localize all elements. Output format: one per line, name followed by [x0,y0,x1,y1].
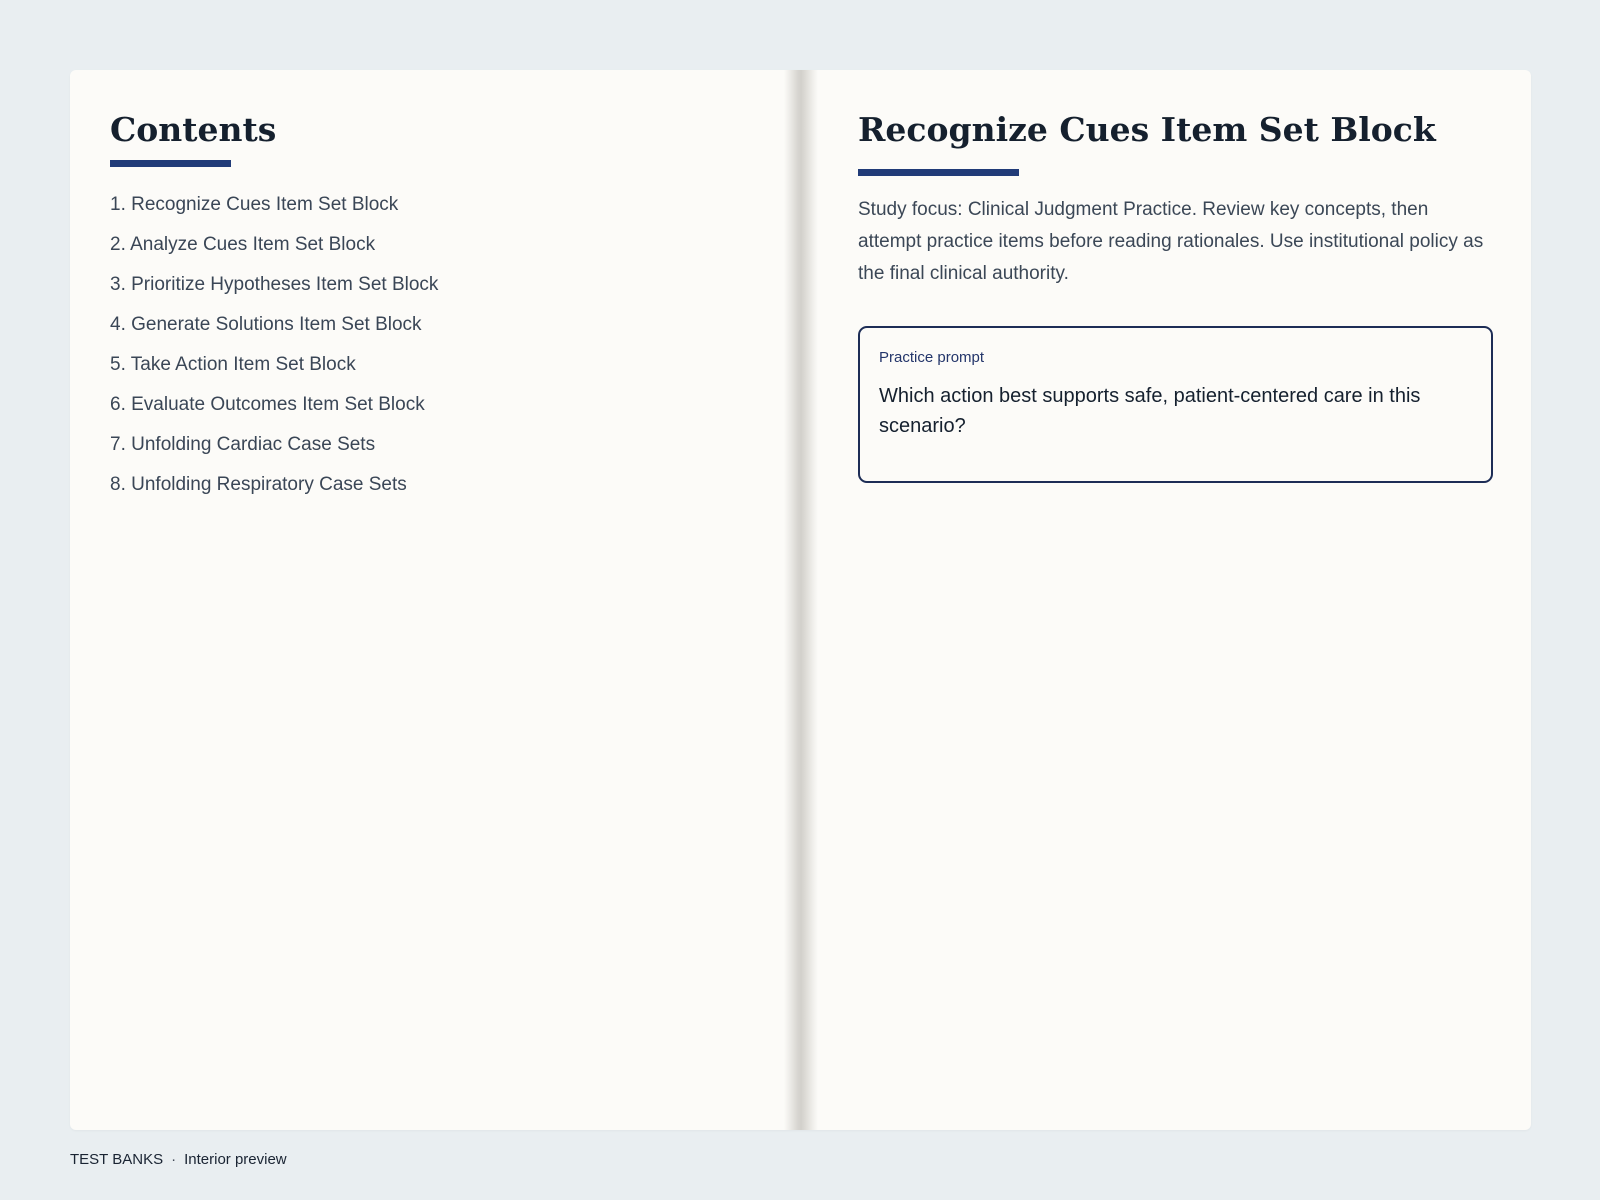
footer-separator: · [171,1151,177,1168]
book-gutter [784,70,818,1130]
study-focus-text: Study focus: Clinical Judgment Practice. Review key concepts, then attempt practice items before reading rationales. Use institutional policy as the final clinical authority. [858,199,1484,284]
footer-caption: Interior preview [184,1151,287,1168]
footer-brand: TEST BANKS [70,1151,164,1168]
preview-footer [70,1151,287,1168]
book-spread [70,70,1531,1130]
right-page [818,70,1531,1130]
contents-heading: Contents [110,110,277,149]
toc-item[interactable]: 3. Prioritize Hypotheses Item Set Block [110,274,439,295]
toc-item[interactable]: 1. Recognize Cues Item Set Block [110,194,399,215]
practice-prompt-label: Practice prompt [879,349,985,366]
practice-prompt-card [858,326,1493,483]
toc-item[interactable]: 4. Generate Solutions Item Set Block [110,314,422,335]
toc-item[interactable]: 7. Unfolding Cardiac Case Sets [110,434,376,455]
practice-prompt-question: Which action best supports safe, patient-centered care in this scenario? [879,385,1421,437]
toc-item[interactable]: 8. Unfolding Respiratory Case Sets [110,474,407,495]
toc-item[interactable]: 2. Analyze Cues Item Set Block [110,234,376,255]
chapter-heading: Recognize Cues Item Set Block [858,110,1436,149]
chapter-heading-underline [858,169,1019,176]
toc-item[interactable]: 6. Evaluate Outcomes Item Set Block [110,394,425,415]
contents-heading-underline [110,160,231,167]
table-of-contents [110,185,438,505]
left-page [70,70,784,1130]
toc-item[interactable]: 5. Take Action Item Set Block [110,354,356,375]
